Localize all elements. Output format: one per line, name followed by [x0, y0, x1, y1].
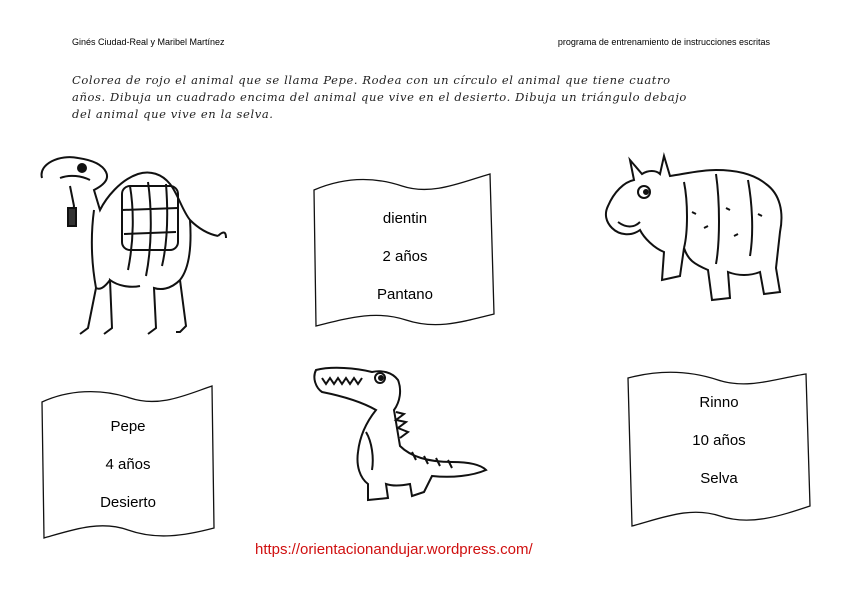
rhino-illustration — [604, 152, 788, 320]
crocodile-illustration — [312, 362, 490, 508]
card-animal-habitat: Pantano — [377, 286, 433, 303]
card-animal-habitat: Desierto — [100, 494, 156, 511]
card-animal-age: 2 años — [382, 248, 428, 265]
header-author: Ginés Ciudad-Real y Maribel Martínez — [72, 37, 225, 47]
instructions — [72, 72, 772, 123]
info-card-pepe — [38, 380, 218, 540]
card-animal-age: 10 años — [692, 432, 746, 449]
instruction-line: años. Dibuja un cuadrado encima del animal que vive en el desierto. Dibuja un triángulo debajo — [72, 90, 687, 104]
instruction-line: del animal que vive en la selva. — [72, 107, 274, 121]
card-animal-name: Rinno — [699, 394, 739, 411]
card-animal-habitat: Selva — [700, 470, 738, 487]
card-animal-age: 4 años — [105, 456, 151, 473]
instruction-line: Colorea de rojo el animal que se llama Pepe. Rodea con un círculo el animal que tiene cuatro — [72, 73, 671, 87]
card-animal-name: dientin — [382, 210, 428, 227]
info-card-rinno — [626, 370, 812, 530]
camel-illustration — [30, 150, 230, 345]
header-program: programa de entrenamiento de instrucciones escritas — [557, 37, 770, 47]
card-animal-name: Pepe — [110, 418, 146, 435]
info-card-dientin — [312, 172, 498, 332]
footer-website-link[interactable]: https://orientacionandujar.wordpress.com/ — [255, 541, 533, 558]
